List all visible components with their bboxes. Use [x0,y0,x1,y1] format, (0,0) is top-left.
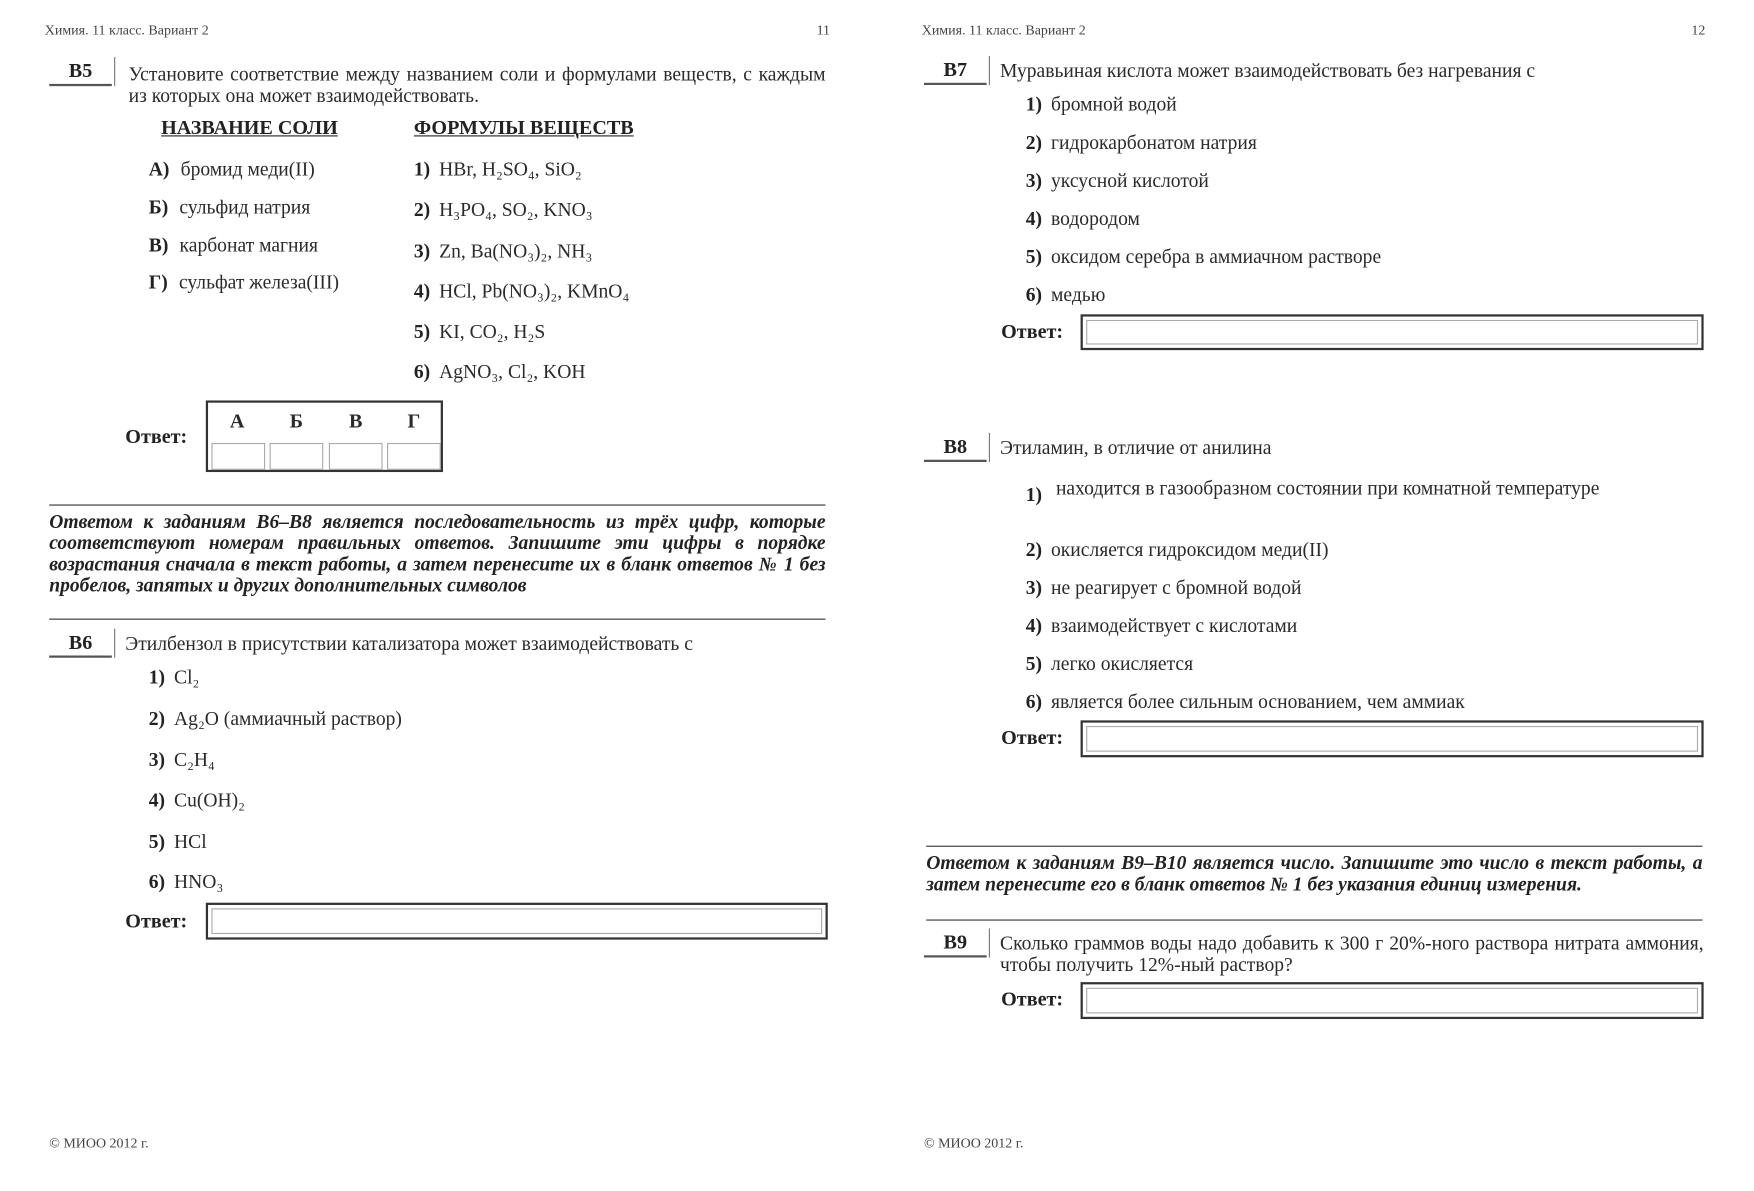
answer-field-b6[interactable] [206,903,828,940]
answer-table-b5 [206,400,443,472]
divider [926,919,1702,920]
answer-label: Ответ: [1001,319,1064,343]
item-key: 3) [1025,576,1043,599]
list-item [1026,690,1465,713]
item-key: 4) [148,788,166,811]
page-footer: © МИОО 2012 г. [49,1135,149,1152]
list-item [1026,131,1257,154]
item-text: KI, CO₂, H₂S [439,319,546,343]
page-header: Химия. 11 класс. Вариант 2 [44,22,209,39]
list-item [149,830,207,853]
list-item [1026,538,1329,561]
answer-cell-v[interactable] [329,443,383,470]
question-label-b7: В7 [924,58,987,85]
item-text: C₂H₄ [174,748,215,771]
item-key: А) [148,157,170,181]
item-text: Ag₂O (аммиачный раствор) [174,706,402,730]
table-header: Г [407,409,421,432]
item-key: В) [148,233,169,257]
list-item [149,271,339,294]
item-key: 4) [413,279,431,303]
item-key: 1) [1025,92,1043,116]
item-text: взаимодействует с кислотами [1051,614,1298,637]
list-item [149,666,200,689]
list-item [1026,245,1381,268]
instructions-b9-b10: Ответом к заданиям В9–В10 является число. Запишите это число в текст работы, а затем перенесите его в бланк ответов № 1 без указания единиц измерения. [926,851,1703,895]
list-item [414,198,593,221]
question-label-b9: В9 [924,931,987,958]
item-key: 5) [148,830,166,853]
instructions-b6-b8: Ответом к заданиям В6–В8 является последовательность из трёх цифр, которые соответствуют номерам правильных ответов. Запишите эти цифры в порядке возрастания сначала в текст работы, а затем перенесите их в бланк ответов № 1 без пробелов, запятых и других дополнительных символов [49,510,826,597]
answer-cell-a[interactable] [211,443,265,470]
divider [49,504,825,505]
question-text-b9: Сколько граммов воды надо добавить к 300 г 20%-ного раствора нитрата аммония, чтобы получить 12%-ный раствор? [1000,931,1704,976]
item-key: 6) [413,360,431,383]
item-key: 5) [413,319,431,343]
question-text-b6: Этилбензол в присутствии катализатора может взаимодействовать с [125,632,693,655]
item-text: AgNO₃, Cl₂, KOH [439,360,586,383]
table-header: В [348,409,363,432]
list-item [414,360,586,383]
item-key: Г) [148,270,168,294]
list-item [149,234,318,257]
answer-cell-g[interactable] [387,443,441,470]
column-heading-formulas: ФОРМУЛЫ ВЕЩЕСТВ [413,116,634,139]
list-item [1026,207,1140,230]
item-text: бромной водой [1051,92,1177,116]
list-item [149,707,402,730]
answer-field-b8[interactable] [1081,720,1704,757]
item-text: HBr, H₂SO₄, SiO₂ [439,157,582,181]
item-key: 3) [148,748,166,771]
list-item [1026,283,1106,306]
item-text: сульфат железа(III) [178,270,339,294]
item-key: 2) [148,706,166,730]
item-text: гидрокарбонатом натрия [1051,130,1257,154]
item-key: Б) [148,195,169,219]
item-text: Zn, Ba(NO₃)₂, NH₃ [439,239,593,262]
item-text: H₃PO₄, SO₂, KNO₃ [439,197,593,221]
list-item [149,748,215,771]
question-label-b8: В8 [924,435,987,462]
list-item [1026,614,1298,637]
list-item [1026,652,1193,675]
item-text: медью [1051,283,1106,306]
item-key: 1) [413,157,431,181]
list-item [149,196,310,219]
list-item [1026,93,1177,116]
item-text: сульфид натрия [179,195,311,219]
item-key: 1) [148,665,166,688]
item-text: карбонат магния [179,233,319,257]
list-item [414,320,545,343]
item-text: уксусной кислотой [1051,168,1209,192]
item-text: HCl, Pb(NO₃)₂, KMnO₄ [439,279,630,303]
list-item [149,158,315,181]
page-number: 12 [1691,22,1706,39]
item-text: является более сильным основанием, чем аммиак [1051,690,1465,713]
list-item [414,280,629,303]
item-text: бромид меди(II) [180,157,315,181]
question-text-b8: Этиламин, в отличие от анилина [1000,436,1272,459]
item-text: оксидом серебра в аммиачном растворе [1051,244,1382,268]
item-key: 6) [148,870,166,893]
item-text: легко окисляется [1051,652,1194,675]
answer-label: Ответ: [1001,987,1064,1011]
question-label-b6: В6 [49,631,112,658]
list-item [1025,473,1704,506]
divider [49,619,825,620]
page-header: Химия. 11 класс. Вариант 2 [921,22,1086,39]
question-text-b5: Установите соответствие между названием соли и формулами веществ, с каждым из которых она может взаимодействовать. [128,62,826,107]
item-key: 5) [1025,244,1043,268]
list-item [1026,576,1302,599]
list-item [1026,169,1209,192]
list-item [149,789,245,812]
item-key: 4) [1025,206,1043,230]
item-key: 5) [1025,652,1043,675]
answer-label: Ответ: [1001,725,1064,749]
item-text: HNO₃ [174,870,224,893]
answer-label: Ответ: [125,425,188,448]
answer-field-b7[interactable] [1081,314,1704,350]
item-key: 6) [1025,283,1043,306]
list-item [149,870,223,893]
page-number: 11 [816,22,831,39]
item-key: 1) [1025,483,1043,506]
answer-cell-b[interactable] [270,443,324,470]
item-key: 6) [1025,690,1043,713]
list-item [414,239,592,262]
item-key: 2) [413,197,431,221]
item-text: находится в газообразном состоянии при комнатной температуре [1055,476,1600,499]
list-item [414,158,582,181]
question-label-b5: В5 [49,59,112,86]
item-key: 3) [1025,168,1043,192]
item-text: не реагирует с бромной водой [1051,576,1302,599]
table-header: А [229,409,245,432]
answer-label: Ответ: [125,909,188,932]
question-text-b7: Муравьиная кислота может взаимодействовать без нагревания с [1000,59,1536,82]
item-text: окисляется гидроксидом меди(II) [1051,538,1329,561]
item-text: Cu(OH)₂ [174,788,246,811]
answer-field-b9[interactable] [1081,982,1704,1019]
column-heading-salt: НАЗВАНИЕ СОЛИ [161,116,338,139]
item-key: 4) [1025,614,1043,637]
item-text: водородом [1051,206,1140,230]
divider [926,846,1702,847]
item-key: 2) [1025,130,1043,154]
page-footer: © МИОО 2012 г. [923,1135,1024,1152]
item-text: HCl [174,830,207,853]
item-key: 3) [413,239,431,262]
item-key: 2) [1025,538,1043,561]
item-text: Cl₂ [174,665,200,688]
table-header: Б [289,409,304,432]
